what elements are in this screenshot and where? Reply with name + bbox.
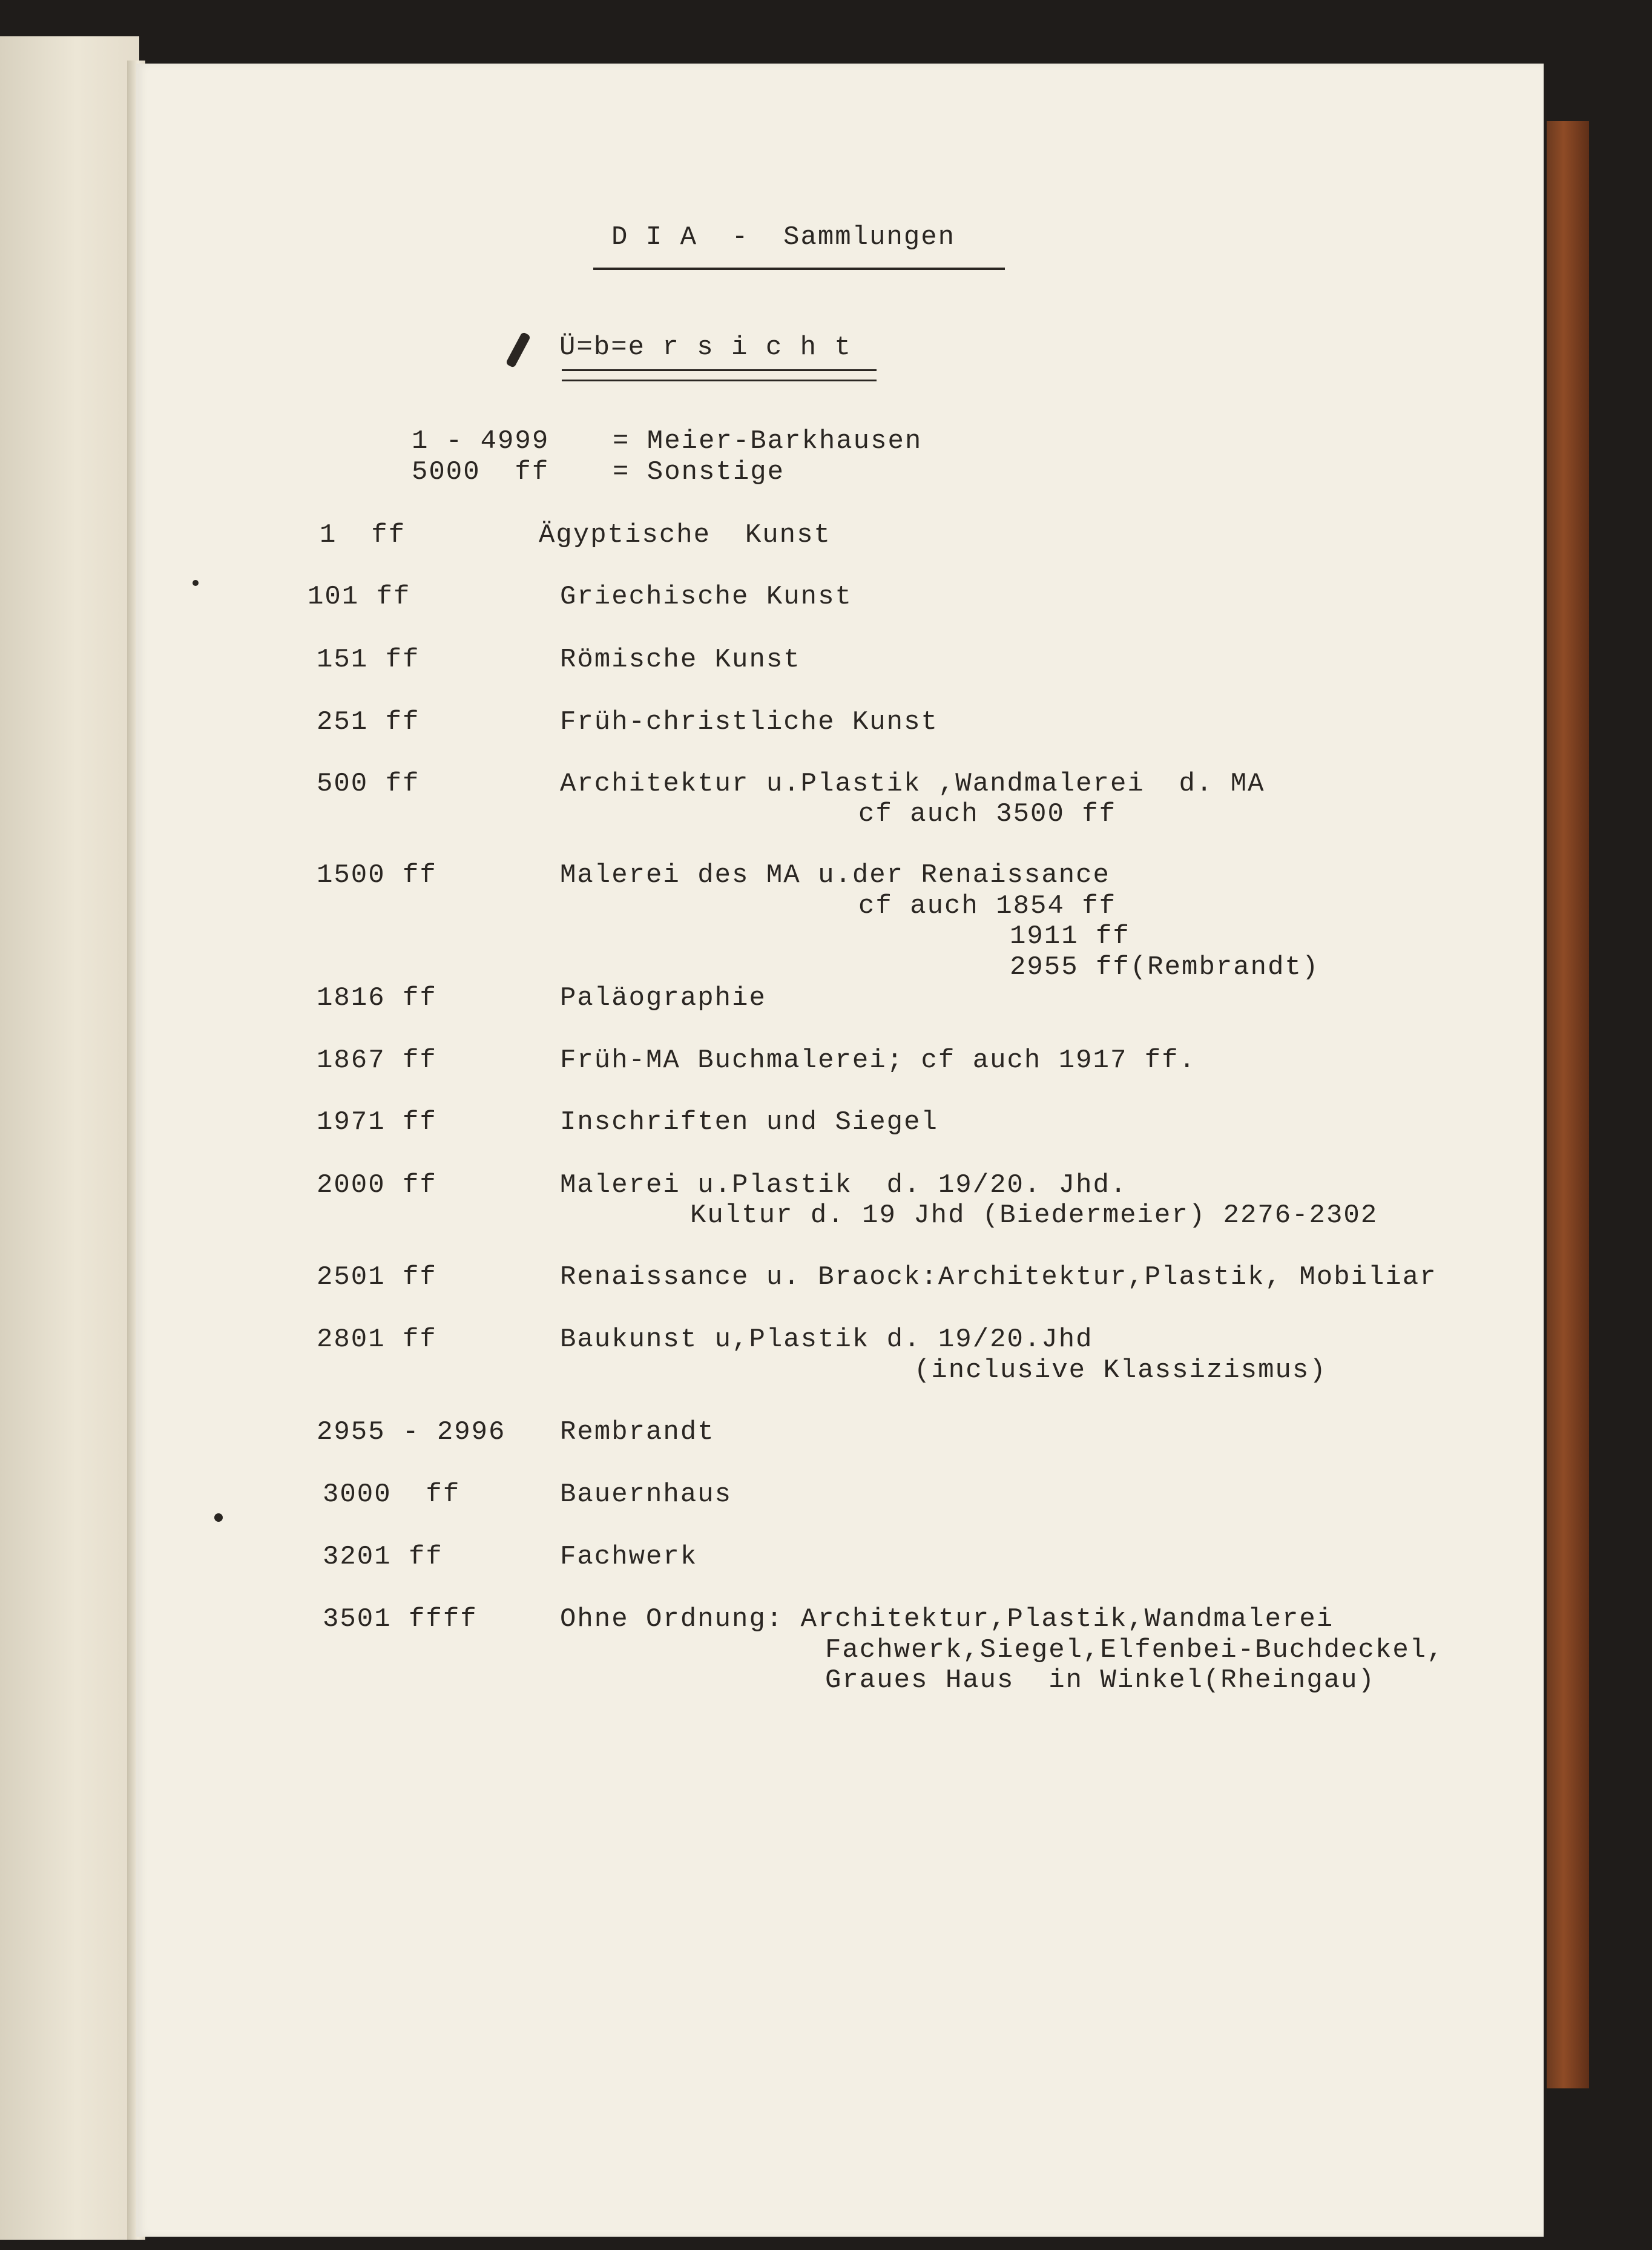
entry-continuation: (inclusive Klassizismus) <box>914 1355 1327 1386</box>
entry-description: Paläographie <box>560 983 766 1013</box>
range-number: 1 - 4999 <box>412 426 550 456</box>
range-label: = Meier-Barkhausen <box>613 426 923 456</box>
margin-dot <box>193 580 199 586</box>
range-label: = Sonstige <box>613 457 785 487</box>
entry-number: 500 ff <box>317 769 420 799</box>
entry-number: 3000 ff <box>323 1479 461 1510</box>
entry-number: 151 ff <box>317 645 420 675</box>
entry-cross-reference: cf auch 3500 ff <box>858 799 1117 829</box>
entry-description: Malerei des MA u.der Renaissance <box>560 860 1110 890</box>
entry-number: 2501 ff <box>317 1262 437 1292</box>
entry-description: Malerei u.Plastik d. 19/20. Jhd. <box>560 1170 1128 1200</box>
entry-number: 1500 ff <box>317 860 437 890</box>
entry-number: 251 ff <box>317 707 420 737</box>
entry-number: 101 ff <box>308 582 411 612</box>
entry-number: 3201 ff <box>323 1542 443 1572</box>
entry-description: Baukunst u,Plastik d. 19/20.Jhd <box>560 1324 1093 1355</box>
subtitle-double-underline <box>562 369 877 381</box>
entry-description: Römische Kunst <box>560 645 801 675</box>
entry-continuation: Fachwerk,Siegel,Elfenbei-Buchdeckel, <box>825 1635 1444 1665</box>
pen-mark <box>505 332 531 368</box>
entry-description: Früh-MA Buchmalerei; cf auch 1917 ff. <box>560 1045 1196 1076</box>
entry-description: Früh-christliche Kunst <box>560 707 938 737</box>
entry-number: 1816 ff <box>317 983 437 1013</box>
entry-continuation: Graues Haus in Winkel(Rheingau) <box>825 1665 1375 1696</box>
entry-continuation: Kultur d. 19 Jhd (Biedermeier) 2276-2302 <box>690 1200 1378 1231</box>
entry-description: Ohne Ordnung: Architektur,Plastik,Wandmalerei <box>560 1604 1334 1634</box>
entry-number: 2000 ff <box>317 1170 437 1200</box>
entry-number: 2801 ff <box>317 1324 437 1355</box>
entry-description: Ägyptische Kunst <box>539 520 831 550</box>
document-subtitle: Ü=b=e r s i c h t <box>559 332 852 363</box>
entry-cross-reference: 2955 ff(Rembrandt) <box>1010 952 1320 982</box>
document-title: D I A - Sammlungen <box>611 222 956 252</box>
entry-number: 1867 ff <box>317 1045 437 1076</box>
range-number: 5000 ff <box>412 457 550 487</box>
entry-cross-reference: cf auch 1854 ff <box>858 891 1117 921</box>
entry-number: 3501 ffff <box>323 1604 478 1634</box>
entry-number: 2955 - 2996 <box>317 1417 506 1447</box>
entry-number: 1971 ff <box>317 1107 437 1137</box>
entry-number: 1 ff <box>320 520 406 550</box>
entry-description: Inschriften und Siegel <box>560 1107 938 1137</box>
entry-description: Renaissance u. Braock:Architektur,Plastik, Mobiliar <box>560 1262 1437 1292</box>
margin-dot <box>214 1513 223 1522</box>
entry-description: Bauernhaus <box>560 1479 732 1510</box>
entry-description: Rembrandt <box>560 1417 715 1447</box>
title-underline <box>593 268 1005 270</box>
entry-description: Fachwerk <box>560 1542 698 1572</box>
entry-cross-reference: 1911 ff <box>1010 921 1130 952</box>
entry-description: Griechische Kunst <box>560 582 852 612</box>
entry-description: Architektur u.Plastik ,Wandmalerei d. MA <box>560 769 1265 799</box>
